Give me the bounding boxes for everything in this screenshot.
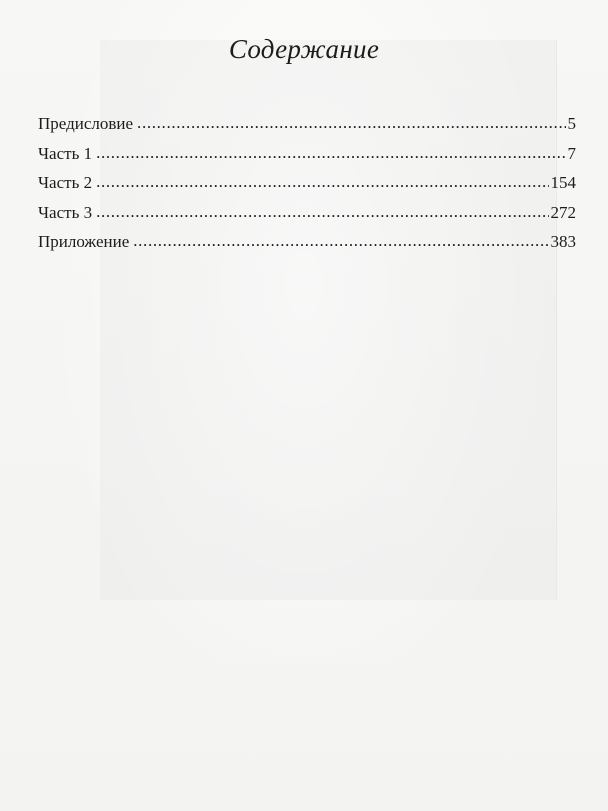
toc-entry-page: 7 (567, 143, 576, 163)
toc-entry-page: 154 (550, 173, 576, 192)
table-of-contents (38, 114, 576, 262)
dot-leader (96, 202, 548, 222)
toc-entry-label: Часть 2 (38, 173, 93, 192)
toc-entry-label: Предисловие (38, 114, 134, 133)
toc-entry-part-3 (38, 203, 576, 233)
dot-leader (96, 143, 565, 163)
toc-entry-label: Часть 3 (38, 202, 93, 222)
toc-entry-appendix (38, 232, 576, 262)
toc-entry-label: Часть 1 (38, 143, 93, 163)
dot-leader (96, 172, 548, 192)
toc-entry-label: Приложение (38, 232, 130, 251)
toc-entry-part-2 (38, 173, 576, 203)
toc-entry-preface (38, 114, 576, 144)
contents-title: Содержание (228, 34, 380, 64)
dot-leader (137, 113, 565, 133)
toc-entry-page: 5 (567, 114, 576, 133)
toc-entry-page: 383 (550, 232, 576, 251)
dot-leader (133, 231, 548, 251)
toc-entry-page: 272 (550, 202, 576, 222)
toc-entry-part-1 (38, 144, 576, 174)
